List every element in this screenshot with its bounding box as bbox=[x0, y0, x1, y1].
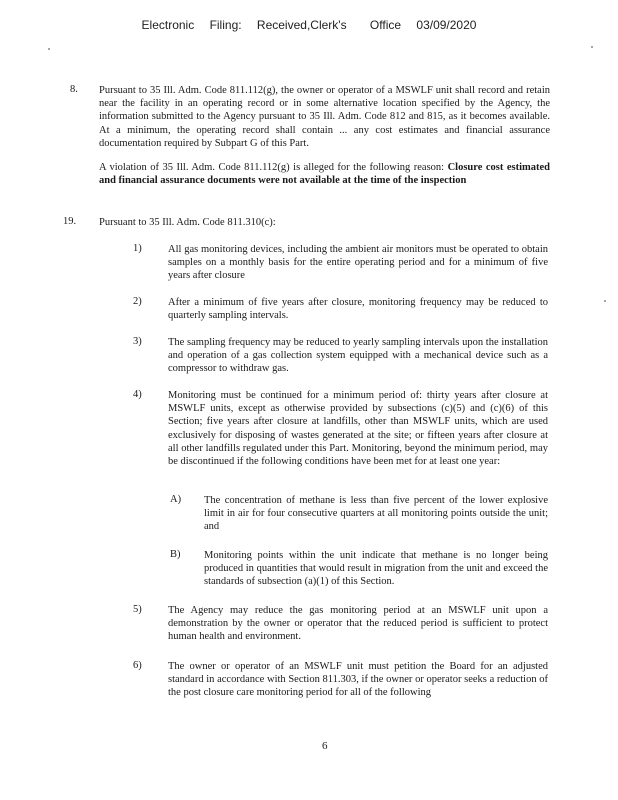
sublist-item: Monitoring points within the unit indicate that methane is no longer being produced in quantities that would result in migration from the unit and exceed the standards of subsection (a)(1) of this Section. bbox=[204, 550, 548, 588]
violation-reason: Closure cost estimated and financial assurance documents were not available at the time of the inspection bbox=[99, 162, 550, 187]
violation-paragraph bbox=[99, 161, 550, 187]
list-marker: 4) bbox=[133, 389, 142, 400]
header-word: Filing: bbox=[209, 18, 242, 32]
scan-speck bbox=[591, 46, 593, 48]
header-date: 03/09/2020 bbox=[416, 18, 477, 32]
list-marker: 3) bbox=[133, 336, 142, 347]
list-item: All gas monitoring devices, including the ambient air monitors must be operated to obtain samples on a monthly basis for the entire operating period and for a minimum of five years after closure bbox=[168, 244, 548, 282]
paragraph-number: 8. bbox=[70, 84, 78, 95]
header-word: Received,Clerk's bbox=[256, 18, 347, 32]
paragraph-number: 19. bbox=[63, 216, 77, 227]
list-marker: 1) bbox=[133, 243, 142, 254]
list-marker: 2) bbox=[133, 296, 142, 307]
sublist-marker: A) bbox=[170, 494, 182, 505]
violation-intro: A violation of 35 Ill. Adm. Code 811.112(g) is alleged for the following reason: bbox=[99, 162, 445, 173]
scan-speck bbox=[604, 300, 606, 302]
list-item: Monitoring must be continued for a minimum period of: thirty years after closure at MSWLF units, except as otherwise provided by subsections (c)(5) and (c)(6) of this Section; five years after closure at landfills, other than MSWLF units, which are used exclusively for disposing of wastes generated at the site; or fifteen years after closure at all other landfills regulated under this Part. Monitoring, beyond the minimum period, may be discontinued if the following conditions have been met for at least one year: bbox=[168, 390, 548, 468]
list-marker: 5) bbox=[133, 604, 142, 615]
list-item: After a minimum of five years after closure, monitoring frequency may be reduced to quarterly sampling intervals. bbox=[168, 297, 548, 322]
scan-speck bbox=[48, 48, 50, 50]
list-item: The Agency may reduce the gas monitoring period at an MSWLF unit upon a demonstration by the owner or operator that the reduced period is sufficient to protect human health and environment. bbox=[168, 605, 548, 643]
list-item: The sampling frequency may be reduced to yearly sampling intervals upon the installation and operation of a gas collection system equipped with a mechanical device such as a compressor to withdraw gas. bbox=[168, 337, 548, 375]
paragraph-text: Pursuant to 35 Ill. Adm. Code 811.310(c): bbox=[99, 217, 276, 228]
paragraph-text: Pursuant to 35 Ill. Adm. Code 811.112(g), the owner or operator of a MSWLF unit shall record and retain near the facility in an operating record or in some alternative location specified by the Agency, the information submitted to the Agency pursuant to 35 Ill. Adm. Code 812 and 815, as it becomes available. At a minimum, the operating record shall contain ... any cost estimates and financial assurance documentation required by Subpart G of this Part. bbox=[99, 85, 550, 149]
sublist-item: The concentration of methane is less than five percent of the lower explosive limit in air for four consecutive quarters at all monitoring points outside the unit; and bbox=[204, 495, 548, 533]
sublist-marker: B) bbox=[170, 549, 181, 560]
page-number: 6 bbox=[322, 740, 328, 752]
list-marker: 6) bbox=[133, 660, 142, 671]
list-item: The owner or operator of an MSWLF unit must petition the Board for an adjusted standard in accordance with Section 811.303, if the owner or operator seeks a reduction of the post closure care monitoring period for all of the following bbox=[168, 661, 548, 699]
filing-header bbox=[0, 18, 618, 32]
header-word: Electronic bbox=[141, 18, 195, 32]
header-word: Office bbox=[369, 18, 402, 32]
